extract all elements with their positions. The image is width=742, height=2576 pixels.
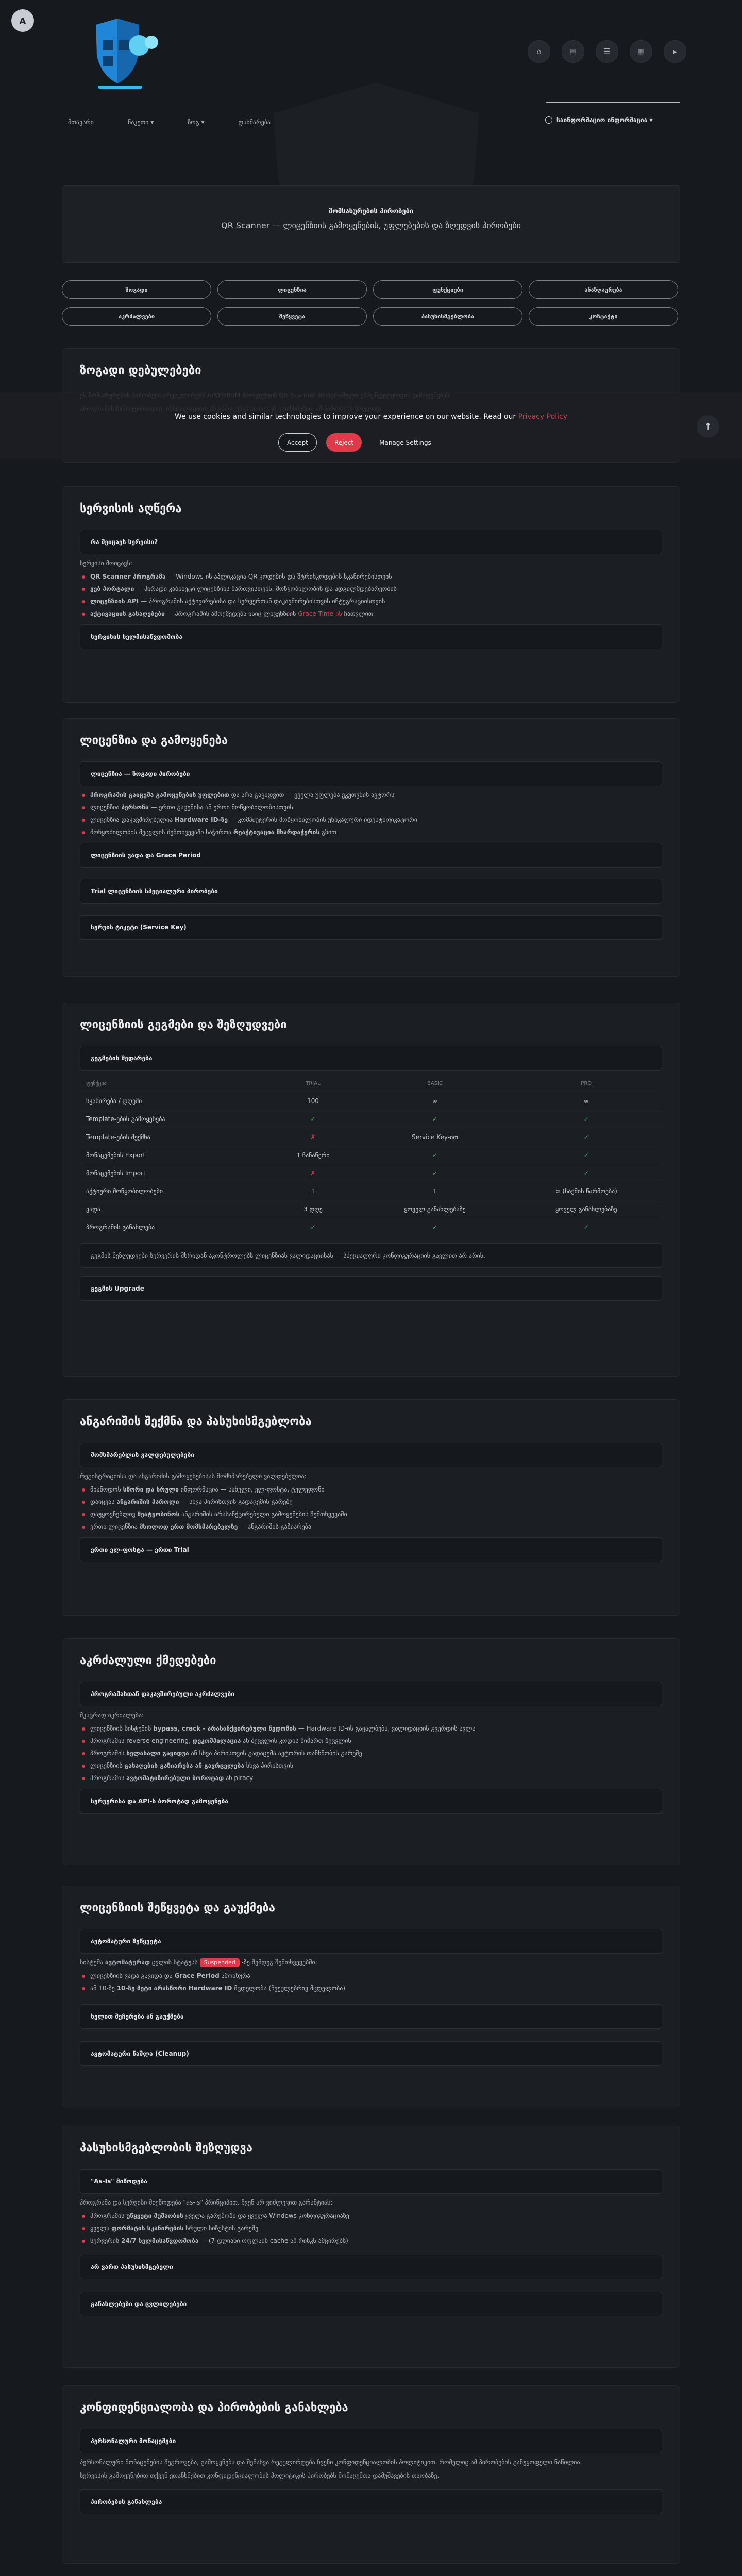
column-header: TRIAL — [306, 1081, 321, 1087]
bullet-list — [80, 1486, 662, 1530]
subsection-header[interactable]: სერვის ტიკეტი (Service Key) — [80, 915, 662, 940]
section-liability — [62, 2126, 680, 2368]
subsection-header[interactable]: ხელით შეჩერება ან გაუქმება — [80, 2004, 662, 2029]
table-row — [80, 1146, 662, 1164]
section-title: ლიცენზია და გამოყენება — [80, 734, 228, 747]
page-title: QR Scanner — ლიცენზიის გამოყენების, უფლებების და ზღუდვის პირობები — [221, 221, 521, 230]
bullet-list — [80, 573, 662, 617]
nav-item-products[interactable]: ნაკეთი ▾ — [127, 118, 154, 126]
list-item: ლიცენზიის გასაღების გაზიარება ან გავრცელება სხვა პირისთვის — [80, 1762, 662, 1769]
list-item: ერთი ლიცენზია მხოლოდ ერთ მომხმარებელზე — ანგარიშის გაზიარება — [80, 1523, 662, 1530]
section-paragraph: სისტემა ავტომატურად ცვლის სტატუსს Suspended -ზე შემდეგ შემთხვევებში: — [80, 1959, 317, 1966]
plan-cell: 1 ჩანაწერი — [266, 1146, 359, 1164]
table-row — [80, 1164, 662, 1182]
section-account — [62, 1399, 680, 1616]
plan-cell: Service Key-ით — [360, 1128, 511, 1146]
table-row — [80, 1218, 662, 1236]
plan-cell: 1 — [360, 1182, 511, 1200]
bullet-list — [80, 791, 662, 836]
subsection-header[interactable]: ლიცენზიის ვადა და Grace Period — [80, 843, 662, 868]
section-paragraph: სერვისი მოიცავს: — [80, 560, 132, 567]
globe-icon — [545, 116, 552, 124]
section-title: პასუხისმგებლობის შეზღუდვა — [80, 2142, 252, 2155]
jump-link-general[interactable]: ზოგადი — [62, 280, 211, 299]
plan-cell — [360, 1218, 511, 1236]
list-item: დაუყოვნებლივ შეატყობინოს ანგარიშის არასანქცირებული გამოყენების შემთხვევაში — [80, 1511, 662, 1518]
check-icon: ✓ — [432, 1224, 438, 1231]
list-item: QR Scanner პროგრამა — Windows-ის აპლიკაცია QR კოდების და შტრიხკოდების სკანირებისთვის — [80, 573, 662, 580]
section-privacy — [62, 2385, 680, 2564]
grace-time-link[interactable]: Grace Time-ის — [298, 610, 342, 617]
jump-link-refund[interactable]: ანაზღაურება — [529, 280, 678, 299]
site-header — [0, 0, 742, 155]
jump-link-license[interactable]: ლიცენზია — [217, 280, 367, 299]
plan-cell — [360, 1110, 511, 1128]
list-item: ლიცენზიის სისტემის bypass, crack - არასანქცირებული წვდომის — Hardware ID-ის გაყალბება, ვალიდაციის გვერდის ავლა — [80, 1725, 662, 1732]
column-header: BASIC — [427, 1081, 443, 1087]
plan-cell — [266, 1128, 359, 1146]
plan-cell — [510, 1128, 662, 1146]
list-item: ვებ პორტალი — პირადი კაბინეტი ლიცენზიის მართვისთვის, მოწყობილობის და ადგილმდებარეობის — [80, 585, 662, 592]
section-plans — [62, 1003, 680, 1377]
feature-cell: Template-ების შექმნა — [80, 1128, 266, 1146]
play-icon[interactable]: ▸ — [664, 40, 686, 63]
cross-icon: ✗ — [310, 1170, 316, 1177]
check-icon: ✓ — [432, 1151, 438, 1159]
subsection-header[interactable]: ლიცენზია — ზოგადი პირობები — [80, 761, 662, 786]
check-icon: ✓ — [310, 1115, 316, 1123]
nav-item-help[interactable]: დახმარება — [238, 118, 271, 126]
jump-link-features[interactable]: ფუნქციები — [373, 280, 522, 299]
list-item: პროგრამის reverse engineering, დეკომპილაცია ან შეცვლის კოდის მიმართ შეცვლის — [80, 1737, 662, 1744]
table-header-row — [80, 1076, 662, 1092]
plans-comparison-table — [80, 1076, 662, 1236]
bullet-list — [80, 1725, 662, 1782]
subsection-header[interactable]: მომხმარებლის ვალდებულებები — [80, 1443, 662, 1467]
language-selector[interactable] — [545, 116, 653, 124]
table-row — [80, 1092, 662, 1110]
subsection-header[interactable]: არ ვართ პასუხისმგებელი — [80, 2255, 662, 2279]
plan-cell — [266, 1218, 359, 1236]
bullet-list — [80, 1972, 662, 1992]
section-title: კონფიდენციალობა და პირობების განახლება — [80, 2401, 348, 2414]
plan-cell: ∞ (საქმის წარმოება) — [510, 1182, 662, 1200]
plan-cell: ყოველ განახლებაზე — [510, 1200, 662, 1218]
plan-cell — [510, 1164, 662, 1182]
plan-cell — [266, 1164, 359, 1182]
logo-shield-icon[interactable] — [88, 14, 165, 92]
list-item: ან 10-ზე 10-ზე მეტი არასწორი Hardware ID მცდელობა (ჩვეულებრივ მცდელობა) — [80, 1985, 662, 1992]
list-item: მიაწოდოს სწორი და სრული ინფორმაცია — სახელი, ელ-ფოსტა, ტელეფონი — [80, 1486, 662, 1493]
check-icon: ✓ — [583, 1170, 589, 1177]
feature-cell: Template-ების გამოყენება — [80, 1110, 266, 1128]
section-title: ლიცენზიის გეგმები და შეზღუდვები — [80, 1019, 287, 1031]
nav-item-more[interactable]: ზოგ ▾ — [188, 118, 205, 126]
subsection-header[interactable]: სერვისის ხელმისაწვდომობა — [80, 624, 662, 649]
bullet-list — [80, 2212, 662, 2244]
plan-cell: ∞ — [510, 1092, 662, 1110]
language-label: საინფორმაციო ინფორმაცია ▾ — [556, 116, 653, 124]
section-jump-links — [62, 280, 680, 326]
plan-cell — [360, 1164, 511, 1182]
table-row — [80, 1200, 662, 1218]
table-row — [80, 1182, 662, 1200]
hero-kicker: მომსახურების პირობები — [328, 208, 414, 215]
subsection-header[interactable]: პერსონალური მონაცემები — [80, 2429, 662, 2453]
section-title: სერვისის აღწერა — [80, 502, 182, 515]
subsection-header[interactable]: რა შეიცავს სერვისი? — [80, 530, 662, 554]
section-prohibited — [62, 1638, 680, 1865]
jump-link-prohibitions[interactable]: აკრძალვები — [62, 307, 211, 326]
jump-link-termination[interactable]: შეწყვეტა — [217, 307, 367, 326]
section-paragraph: პერსონალური მონაცემების შეგროვება, გამოყენება და შენახვა რეგულირდება ჩვენი კონფიდენციალობის პოლიტიკით. რომელიც ამ პირობების განუყოფელი ნაწილია. — [80, 2459, 582, 2466]
main-nav — [68, 118, 271, 126]
list-item: ყველა ფორმატის სკანირების სრული სიზუსტის გარეშე — [80, 2225, 662, 2232]
subsection-header[interactable]: პირობების განახლება — [80, 2489, 662, 2514]
plan-cell: 100 — [266, 1092, 359, 1110]
plan-cell: ყოველ განახლებაზე — [360, 1200, 511, 1218]
manage-settings-button[interactable]: Manage Settings — [379, 439, 431, 446]
subsection-header[interactable]: სერვერისა და API-ს ბოროტად გამოყენება — [80, 1789, 662, 1814]
section-paragraph: მკაცრად იკრძალება: — [80, 1711, 144, 1719]
check-icon: ✓ — [432, 1115, 438, 1123]
table-row — [80, 1110, 662, 1128]
subsection-header[interactable]: გეგმების შედარება — [80, 1046, 662, 1071]
subsection-header[interactable]: გეგმის Upgrade — [80, 1276, 662, 1301]
subsection-header[interactable]: "As-Is" მიწოდება — [80, 2169, 662, 2194]
section-title: ანგარიშის შექმნა და პასუხისმგებლობა — [80, 1415, 312, 1428]
section-license — [62, 718, 680, 977]
list-item: ლიცენზიის API — პროგრამის აქტივირებისა და სერვერთან დაკავშირებისთვის ინტეგრაციისთვის — [80, 598, 662, 605]
section-title: ზოგადი დებულებები — [80, 364, 201, 377]
jump-link-liability[interactable]: პასუხისმგებლობა — [373, 307, 522, 326]
table-row — [80, 1128, 662, 1146]
feature-cell: პროგრამის განახლება — [80, 1218, 266, 1236]
privacy-policy-link[interactable]: Privacy Policy — [518, 413, 567, 421]
check-icon: ✓ — [583, 1115, 589, 1123]
plan-cell: ∞ — [360, 1092, 511, 1110]
check-icon: ✓ — [432, 1170, 438, 1177]
list-item: ლიცენზია პერსონა — ერთი გაცემისა ან ერთი მოწყობილობისთვის — [80, 804, 662, 811]
feature-cell: მონაცემების Import — [80, 1164, 266, 1182]
check-icon: ✓ — [583, 1151, 589, 1159]
section-paragraph: სერვისის გამოყენებით თქვენ ეთანხმებით კონფიდენციალობის პოლიტიკის პირობებს მონაცემთა დამუშავების თაობაზე. — [80, 2472, 440, 2479]
plan-cell — [510, 1218, 662, 1236]
check-icon: ✓ — [310, 1224, 316, 1231]
column-header: ფუნქცია — [86, 1081, 107, 1087]
list-item: სერვერის 24/7 ხელმისაწვდომობა — (7-დღიანი ოფლაინ cache ამ რისკს ამცირებს) — [80, 2237, 662, 2244]
section-termination — [62, 1886, 680, 2107]
section-paragraph: პროგრამა და სერვისი მიეწოდება "as-is" პრინციპით. ჩვენ არ ვიძლევით გარანტიას: — [80, 2199, 333, 2206]
plan-cell: 1 — [266, 1182, 359, 1200]
list-item: პროგრამის ავტომატიზირებული ბოროტად ან piracy — [80, 1774, 662, 1782]
list-item: მოწყობილობის შეცვლის შემთხვევაში საჭიროა რეაქტივაცია მხარდაჭერის გზით — [80, 828, 662, 836]
plans-note: გეგმის შეზღუდვები სერვერის მხრიდან აკონტროლებს ლიცენზიას ვალიდაციისას — სპეციალური კონფიგურაციის გავლით არ არის. — [80, 1243, 662, 1268]
section-paragraph: რეგისტრაციისა და ანგარიშის გამოყენებისას მომხმარებელი ვალდებულია: — [80, 1472, 307, 1480]
list-item: დაიცვას ანგარიშის პაროლი — სხვა პირისთვის გადაცემის გარეშე — [80, 1498, 662, 1505]
cookie-banner — [0, 392, 742, 459]
list-item: პროგრამის უწყვეტი მუშაობის ყველა გარემოში და ყველა Windows კონფიგურაციაზე — [80, 2212, 662, 2219]
page-hero — [62, 185, 680, 263]
list-item: ლიცენზია დაკავშირებულია Hardware ID-ზე — კომპიუტერის მოწყობილობის უნიკალური იდენტიფიკატორი — [80, 816, 662, 823]
menu-icon[interactable]: ☰ — [596, 40, 618, 63]
cookie-text: We use cookies and similar technologies to improve your experience on our website. Read our Privacy Policy — [175, 413, 567, 421]
subsection-header[interactable]: ერთი ელ-ფოსტა — ერთი Trial — [80, 1537, 662, 1562]
subsection-header[interactable]: Trial ლიცენზიის სპეციალური პირობები — [80, 879, 662, 904]
check-icon: ✓ — [583, 1224, 589, 1231]
plan-cell — [266, 1110, 359, 1128]
feature-cell: აქტიური მოწყობილობები — [80, 1182, 266, 1200]
plan-cell: 3 დღე — [266, 1200, 359, 1218]
grid-icon[interactable]: ▦ — [630, 40, 652, 63]
nav-item-home[interactable]: მთავარი — [68, 118, 94, 126]
list-item: პროგრამის გაიცემა გამოყენების უფლებით და არა გაყიდვით — ყველა უფლება ეკუთვნის ავტორს — [80, 791, 662, 799]
feature-cell: ვადა — [80, 1200, 266, 1218]
plan-cell — [360, 1146, 511, 1164]
account-avatar[interactable]: A — [11, 9, 34, 32]
subsection-header[interactable]: ავტომატური შეწყვეტა — [80, 1929, 662, 1954]
check-icon: ✓ — [583, 1133, 589, 1141]
plan-cell — [510, 1146, 662, 1164]
list-item: პროგრამის ხელახალი გაყიდვა ან სხვა პირისთვის გადაცემა ავტორის თანხმობის გარეშე — [80, 1750, 662, 1757]
home-icon[interactable]: ⌂ — [528, 40, 550, 63]
list-item: ლიცენზიის ვადა გავიდა და Grace Period ამოიწურა — [80, 1972, 662, 1979]
subsection-header[interactable]: ავტომატური წაშლა (Cleanup) — [80, 2041, 662, 2066]
section-title: ლიცენზიის შეწყვეტა და გაუქმება — [80, 1902, 275, 1914]
header-divider — [546, 102, 680, 103]
subsection-header[interactable]: განახლებები და ცვლილებები — [80, 2292, 662, 2316]
plan-cell — [510, 1110, 662, 1128]
scroll-top-arrow-icon[interactable]: ↑ — [697, 415, 719, 438]
server-icon[interactable]: ▤ — [562, 40, 584, 63]
jump-link-contact[interactable]: კონტაქტი — [529, 307, 678, 326]
cross-icon: ✗ — [310, 1133, 316, 1141]
feature-cell: სკანირება / დღეში — [80, 1092, 266, 1110]
accept-cookies-button[interactable]: Accept — [278, 433, 317, 452]
section-title: აკრძალული ქმედებები — [80, 1654, 216, 1667]
section-service-description — [62, 486, 680, 703]
status-badge: Suspended — [200, 1958, 240, 1967]
feature-cell: მონაცემების Export — [80, 1146, 266, 1164]
subsection-header[interactable]: პროგრამასთან დაკავშირებული აკრძალვები — [80, 1682, 662, 1706]
list-item: აქტივაციის გასაღებები — პროგრამის ამოქმედება ისიც ლიცენზიის Grace Time-ის ჩათვლით — [80, 610, 662, 617]
column-header: PRO — [581, 1081, 592, 1087]
reject-cookies-button[interactable]: Reject — [326, 433, 362, 452]
